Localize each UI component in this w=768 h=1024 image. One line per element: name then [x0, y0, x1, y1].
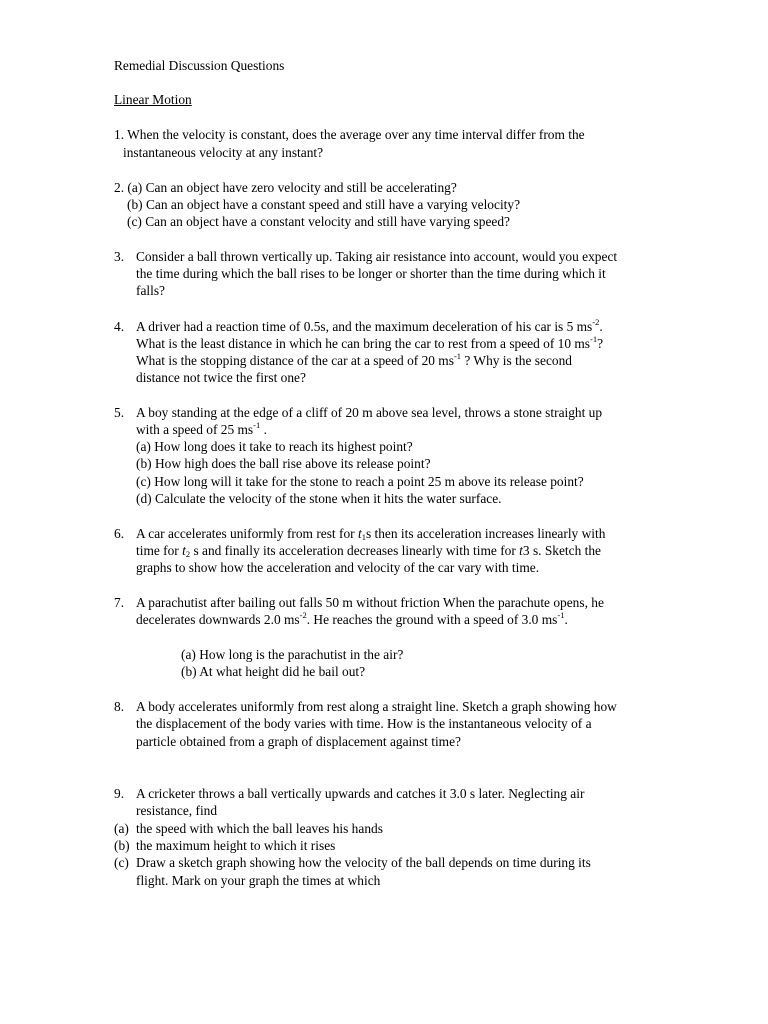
q9-part-c-line-2: flight. Mark on your graph the times at which — [136, 873, 381, 888]
q9-part-c-line-1: Draw a sketch graph showing how the velocity of the ball depends on time during its — [136, 855, 591, 870]
q4-number: 4. — [114, 319, 125, 334]
q6-line-1: A car accelerates uniformly from rest for $t_1s$ then its acceleration increases linearly with — [136, 526, 606, 542]
q1-line-2: instantaneous velocity at any instant? — [123, 145, 324, 160]
q5-part-b: (b) How high does the ball rise above its release point? — [136, 456, 431, 471]
q7-part-b: (b) At what height did he bail out? — [181, 664, 366, 679]
document-title: Remedial Discussion Questions — [114, 58, 285, 73]
q4-line-4: distance not twice the first one? — [136, 370, 306, 385]
q9-number: 9. — [114, 786, 125, 801]
q8-line-1: A body accelerates uniformly from rest along a straight line. Sketch a graph showing how — [136, 699, 617, 714]
q6-line-3: graphs to show how the acceleration and velocity of the car vary with time. — [136, 560, 540, 575]
q5-number: 5. — [114, 405, 125, 420]
q5-line-2: with a speed of 25 $ms^{-1}$ . — [136, 420, 267, 437]
q9-part-b: the maximum height to which it rises — [136, 838, 336, 853]
q4-line-2: What is the least distance in which he can bring the car to rest from a speed of 10 $ms^{-1}$? — [136, 334, 604, 351]
q5-part-d: (d) Calculate the velocity of the stone when it hits the water surface. — [136, 491, 502, 506]
q9-line-1: A cricketer throws a ball vertically upwards and catches it 3.0 s later. Neglecting air — [136, 786, 585, 801]
q8-line-3: particle obtained from a graph of displacement against time? — [136, 734, 461, 749]
q6-line-2: time for $t_2$ s and finally its acceleration decreases linearly with time for t3 s. Sketch the — [136, 543, 601, 559]
q9-part-b-label: (b) — [114, 838, 130, 853]
q3-line-2: the time during which the ball rises to be longer or shorter than the time during which it — [136, 266, 606, 281]
q4-line-1: A driver had a reaction time of 0.5s, and the maximum deceleration of his car is 5 $ms^{-2}$. — [136, 317, 603, 334]
q3-line-3: falls? — [136, 283, 165, 298]
q2-part-b: (b) Can an object have a constant speed and still have a varying velocity? — [127, 197, 521, 212]
q7-line-1: A parachutist after bailing out falls 50 m without friction When the parachute opens, he — [136, 595, 604, 610]
q9-part-a-label: (a) — [114, 821, 129, 836]
q7-part-a: (a) How long is the parachutist in the air? — [181, 647, 404, 662]
q5-line-1: A boy standing at the edge of a cliff of 20 m above sea level, throws a stone straight up — [136, 405, 603, 420]
q7-number: 7. — [114, 595, 125, 610]
q9-line-2: resistance, find — [136, 803, 218, 818]
q6-number: 6. — [114, 526, 125, 541]
q5-part-a: (a) How long does it take to reach its highest point? — [136, 439, 413, 454]
q5-part-c: (c) How long will it take for the stone to reach a point 25 m above its release point? — [136, 474, 584, 489]
q3-line-1: Consider a ball thrown vertically up. Taking air resistance into account, would you expect — [136, 249, 618, 264]
q9-part-c-label: (c) — [114, 855, 129, 870]
q3-number: 3. — [114, 249, 125, 264]
section-heading: Linear Motion — [114, 92, 192, 107]
q4-line-3: What is the stopping distance of the car at a speed of 20 $ms^{-1}$ ? Why is the second — [136, 351, 572, 368]
q2-part-c: (c) Can an object have a constant velocity and still have varying speed? — [127, 214, 510, 229]
q8-number: 8. — [114, 699, 125, 714]
q7-line-2: decelerates downwards 2.0 $ms^{-2}$. He reaches the ground with a speed of 3.0 $ms^{-1}$. — [136, 610, 568, 627]
q2-part-a: 2. (a) Can an object have zero velocity and still be accelerating? — [114, 180, 457, 195]
q8-line-2: the displacement of the body varies with time. How is the instantaneous velocity of a — [136, 716, 592, 731]
q1-line-1: 1. When the velocity is constant, does the average over any time interval differ from the — [114, 127, 585, 142]
q9-part-a: the speed with which the ball leaves his hands — [136, 821, 383, 836]
